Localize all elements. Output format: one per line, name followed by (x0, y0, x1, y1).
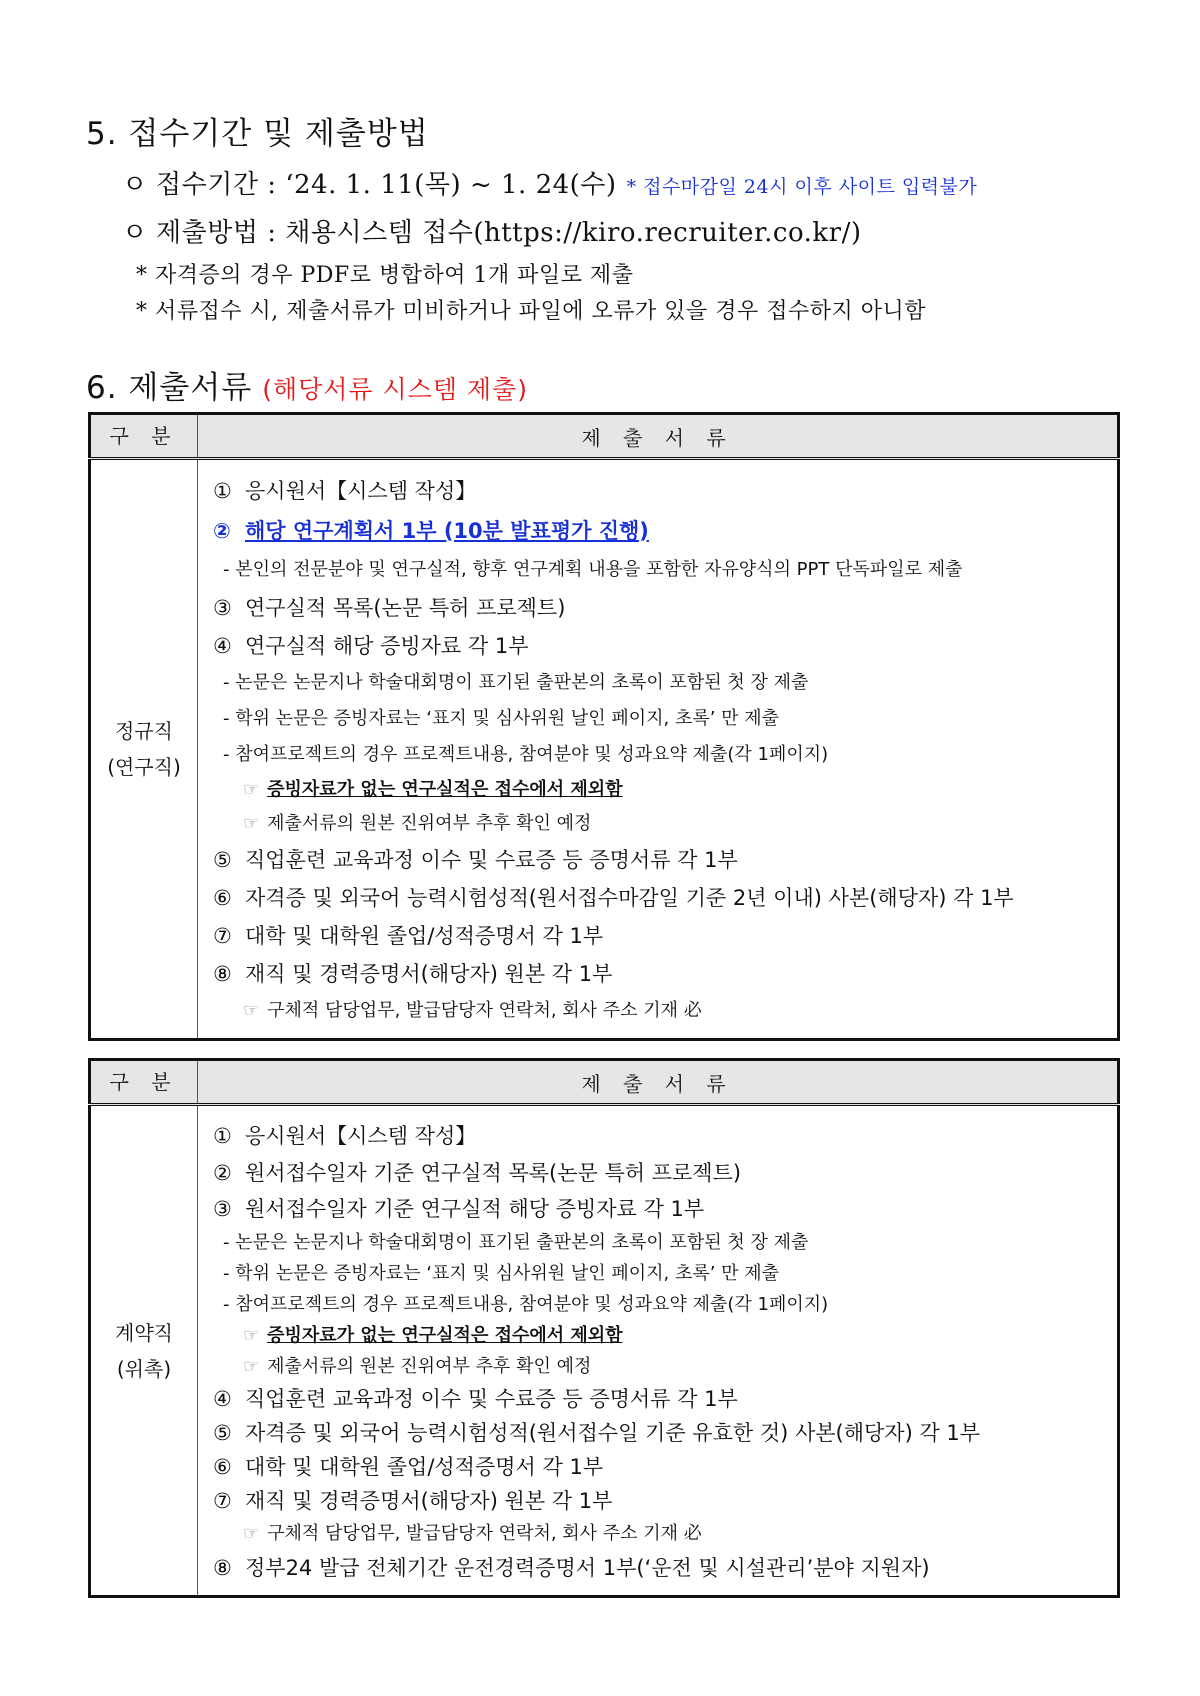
doc-item-research-plan: ② 해당 연구계획서 1부 (10분 발표평가 진행) (213, 519, 649, 543)
header-category: 구 분 (90, 1060, 198, 1105)
documents-table-contract (88, 1058, 1120, 1598)
header-documents: 제 출 서 류 (198, 414, 1119, 459)
pointing-hand-icon: ☞ (243, 1325, 260, 1346)
documents-cell (198, 459, 1119, 1040)
doc-item: ④ 연구실적 해당 증빙자료 각 1부 (213, 634, 529, 658)
pointing-hand-icon: ☞ (243, 779, 260, 800)
category-sublabel: (연구직) (107, 755, 181, 779)
category-cell (90, 1105, 198, 1597)
method-note-1: * 자격증의 경우 PDF로 병합하여 1개 파일로 제출 (136, 263, 634, 288)
method-line (122, 212, 862, 249)
pointing-hand-icon: ☞ (243, 1356, 260, 1377)
method-note-2: * 서류접수 시, 제출서류가 미비하거나 파일에 오류가 있을 경우 접수하지 아니함 (136, 299, 926, 324)
bullet-icon: ㅇ (122, 218, 148, 248)
doc-note: - 논문은 논문지나 학술대회명이 표기된 출판본의 초록이 포함된 첫 장 제출 (223, 672, 809, 693)
section6-title-note: (해당서류 시스템 제출) (262, 375, 528, 404)
category-cell (90, 459, 198, 1040)
category-sublabel: (위촉) (116, 1356, 172, 1381)
header-category: 구 분 (90, 414, 198, 459)
pointing-hand-icon: ☞ (243, 1523, 260, 1544)
period-line (122, 164, 977, 201)
doc-item: ③ 원서접수일자 기준 연구실적 해당 증빙자료 각 1부 (213, 1197, 705, 1221)
period-text: 접수기간 : ‘24. 1. 11(목) ~ 1. 24(수) (156, 170, 617, 200)
method-text: 제출방법 : 채용시스템 접수(https://kiro.recruiter.co.kr/) (156, 218, 862, 248)
doc-item: ⑤ 자격증 및 외국어 능력시험성적(원서접수일 기준 유효한 것) 사본(해당자) 각 1부 (213, 1421, 981, 1445)
doc-item: ⑧ 정부24 발급 전체기간 운전경력증명서 1부(‘운전 및 시설관리’분야 지원자) (213, 1556, 930, 1580)
doc-item: ⑦ 재직 및 경력증명서(해당자) 원본 각 1부 (213, 1489, 613, 1513)
pointing-hand-icon: ☞ (243, 813, 260, 834)
doc-point: ☞ 제출서류의 원본 진위여부 추후 확인 예정 (243, 813, 592, 834)
doc-item: ⑤ 직업훈련 교육과정 이수 및 수료증 등 증명서류 각 1부 (213, 848, 738, 872)
doc-note: - 학위 논문은 증빙자료는 ‘표지 및 심사위원 날인 페이지, 초록’ 만 제출 (223, 1263, 780, 1284)
doc-note: - 참여프로젝트의 경우 프로젝트내용, 참여분야 및 성과요약 제출(각 1페이지) (223, 744, 829, 765)
doc-note: - 참여프로젝트의 경우 프로젝트내용, 참여분야 및 성과요약 제출(각 1페이지) (223, 1294, 829, 1315)
doc-point: ☞ 구체적 담당업무, 발급담당자 연락처, 회사 주소 기재 必 (243, 1523, 702, 1544)
documents-cell (198, 1105, 1119, 1597)
category-label: 정규직 (115, 719, 173, 743)
doc-item: ① 응시원서【시스템 작성】 (213, 479, 477, 503)
doc-item: ⑥ 자격증 및 외국어 능력시험성적(원서접수마감일 기준 2년 이내) 사본(해당자) 각 1부 (213, 886, 1014, 910)
section5-title: 5. 접수기간 및 제출방법 (86, 116, 429, 152)
doc-item: ② 원서접수일자 기준 연구실적 목록(논문 특허 프로젝트) (213, 1161, 742, 1185)
section6-title-text: 6. 제출서류 (86, 370, 253, 406)
header-documents: 제 출 서 류 (198, 1060, 1119, 1105)
documents-table-regular (88, 412, 1120, 1041)
bullet-icon: ㅇ (122, 170, 148, 200)
category-label: 계약직 (115, 1320, 173, 1345)
doc-point: ☞ 구체적 담당업무, 발급담당자 연락처, 회사 주소 기재 必 (243, 1000, 702, 1021)
doc-note: - 학위 논문은 증빙자료는 ‘표지 및 심사위원 날인 페이지, 초록’ 만 제출 (223, 708, 780, 729)
doc-item: ⑦ 대학 및 대학원 졸업/성적증명서 각 1부 (213, 924, 604, 948)
doc-point: ☞ 증빙자료가 없는 연구실적은 접수에서 제외함 (243, 779, 623, 800)
doc-note: - 논문은 논문지나 학술대회명이 표기된 출판본의 초록이 포함된 첫 장 제출 (223, 1232, 809, 1253)
doc-item: ① 응시원서【시스템 작성】 (213, 1124, 477, 1148)
doc-item: ④ 직업훈련 교육과정 이수 및 수료증 등 증명서류 각 1부 (213, 1387, 738, 1411)
pointing-hand-icon: ☞ (243, 1000, 260, 1021)
section6-title (86, 362, 528, 407)
doc-item: ⑥ 대학 및 대학원 졸업/성적증명서 각 1부 (213, 1455, 604, 1479)
doc-point: ☞ 증빙자료가 없는 연구실적은 접수에서 제외함 (243, 1325, 623, 1346)
doc-item: ③ 연구실적 목록(논문 특허 프로젝트) (213, 596, 566, 620)
doc-note: - 본인의 전문분야 및 연구실적, 향후 연구계획 내용을 포함한 자유양식의 PPT 단독파일로 제출 (223, 559, 963, 580)
period-note: * 접수마감일 24시 이후 사이트 입력불가 (626, 176, 978, 198)
doc-point: ☞ 제출서류의 원본 진위여부 추후 확인 예정 (243, 1356, 592, 1377)
doc-item: ⑧ 재직 및 경력증명서(해당자) 원본 각 1부 (213, 962, 613, 986)
